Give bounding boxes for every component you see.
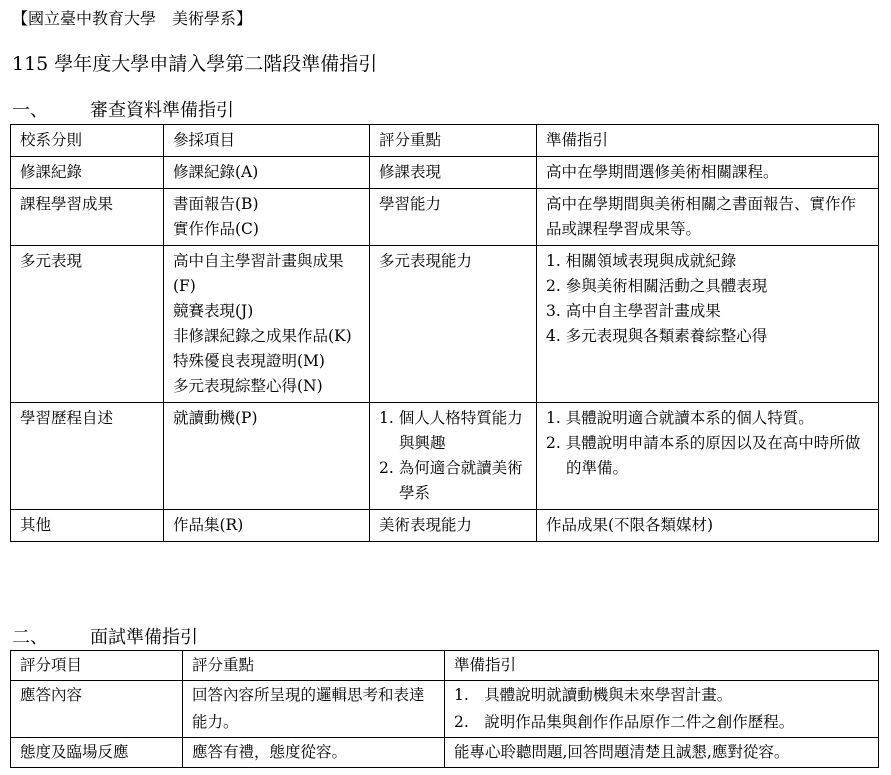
table-header-row	[11, 651, 879, 681]
item-text: 競賽表現(J)	[173, 302, 254, 320]
table-row	[11, 403, 879, 510]
guide-item: 2. 具體說明申請本系的原因以及在高中時所做的準備。	[546, 434, 861, 477]
item-text: 實作作品(C)	[173, 220, 259, 238]
section-1-heading	[12, 96, 234, 122]
guide-item: 4. 多元表現與各類素養綜整心得	[546, 327, 768, 345]
guide-item: 1. 具體說明適合就讀本系的個人特質。	[546, 409, 814, 427]
focus-item: 2. 為何適合就讀美術學系	[379, 459, 523, 502]
table-row	[11, 738, 879, 768]
guide-item: 1. 具體說明就讀動機與未來學習計畫。	[454, 686, 733, 704]
document-header: 【國立臺中教育大學 美術學系】	[12, 9, 253, 28]
section-1-number: 一、	[12, 100, 48, 121]
guide-cell: 能專心聆聽問題,回答問題清楚且誠懇,應對從容。	[445, 738, 879, 768]
item-text: 書面報告(B)	[173, 195, 259, 213]
category-cell: 多元表現	[11, 246, 164, 403]
focus-cell: 學習能力	[370, 189, 537, 246]
table-row	[11, 246, 879, 403]
item-text: 高中自主學習計畫與成果(F)	[173, 252, 344, 295]
items-cell: 就讀動機(P)	[164, 403, 370, 510]
guide-item: 1. 相關領域表現與成就紀錄	[546, 252, 737, 270]
guide-cell: 作品成果(不限各類媒材)	[537, 510, 879, 542]
table-row	[11, 157, 879, 189]
guide-item: 2. 說明作品集與創作作品原作二件之創作歷程。	[454, 713, 795, 731]
item-cell: 應答內容	[11, 681, 183, 738]
items-cell: 修課紀錄(A)	[164, 157, 370, 189]
table-header-row	[11, 125, 879, 157]
header-cell: 校系分則	[11, 125, 164, 157]
guide-item: 3. 高中自主學習計畫成果	[546, 302, 721, 320]
section-2-number: 二、	[12, 627, 48, 648]
review-guide-table	[10, 124, 879, 542]
guide-cell: 高中在學期間與美術相關之書面報告、實作作品或課程學習成果等。	[537, 189, 879, 246]
category-cell: 其他	[11, 510, 164, 542]
table-row	[11, 189, 879, 246]
guide-item: 2. 參與美術相關活動之具體表現	[546, 277, 768, 295]
guide-cell	[537, 403, 879, 510]
section-2-title: 面試準備指引	[90, 627, 198, 648]
header-cell: 準備指引	[445, 651, 879, 681]
header-cell: 評分項目	[11, 651, 183, 681]
table-row	[11, 510, 879, 542]
section-2-heading	[12, 623, 198, 649]
focus-cell: 修課表現	[370, 157, 537, 189]
focus-item: 1. 個人人格特質能力與興趣	[379, 409, 523, 452]
header-cell: 參採項目	[164, 125, 370, 157]
item-text: 特殊優良表現證明(M)	[173, 352, 325, 370]
category-cell: 修課紀錄	[11, 157, 164, 189]
item-cell: 態度及臨場反應	[11, 738, 183, 768]
items-cell: 作品集(R)	[164, 510, 370, 542]
item-text: 非修課紀錄之成果作品(K)	[173, 327, 352, 345]
header-cell: 評分重點	[370, 125, 537, 157]
items-cell	[164, 246, 370, 403]
guide-cell	[537, 246, 879, 403]
header-cell: 準備指引	[537, 125, 879, 157]
section-1-title: 審查資料準備指引	[90, 100, 234, 121]
interview-guide-table	[10, 650, 879, 768]
focus-cell: 回答內容所呈現的邏輯思考和表達能力。	[183, 681, 445, 738]
guide-cell	[445, 681, 879, 738]
document-title: 115 學年度大學申請入學第二階段準備指引	[12, 53, 378, 75]
focus-cell: 多元表現能力	[370, 246, 537, 403]
focus-cell	[370, 403, 537, 510]
focus-cell: 美術表現能力	[370, 510, 537, 542]
items-cell	[164, 189, 370, 246]
category-cell: 學習歷程自述	[11, 403, 164, 510]
focus-cell: 應答有禮，態度從容。	[183, 738, 445, 768]
category-cell: 課程學習成果	[11, 189, 164, 246]
header-cell: 評分重點	[183, 651, 445, 681]
item-text: 多元表現綜整心得(N)	[173, 377, 323, 395]
guide-cell: 高中在學期間選修美術相關課程。	[537, 157, 879, 189]
table-row	[11, 681, 879, 738]
